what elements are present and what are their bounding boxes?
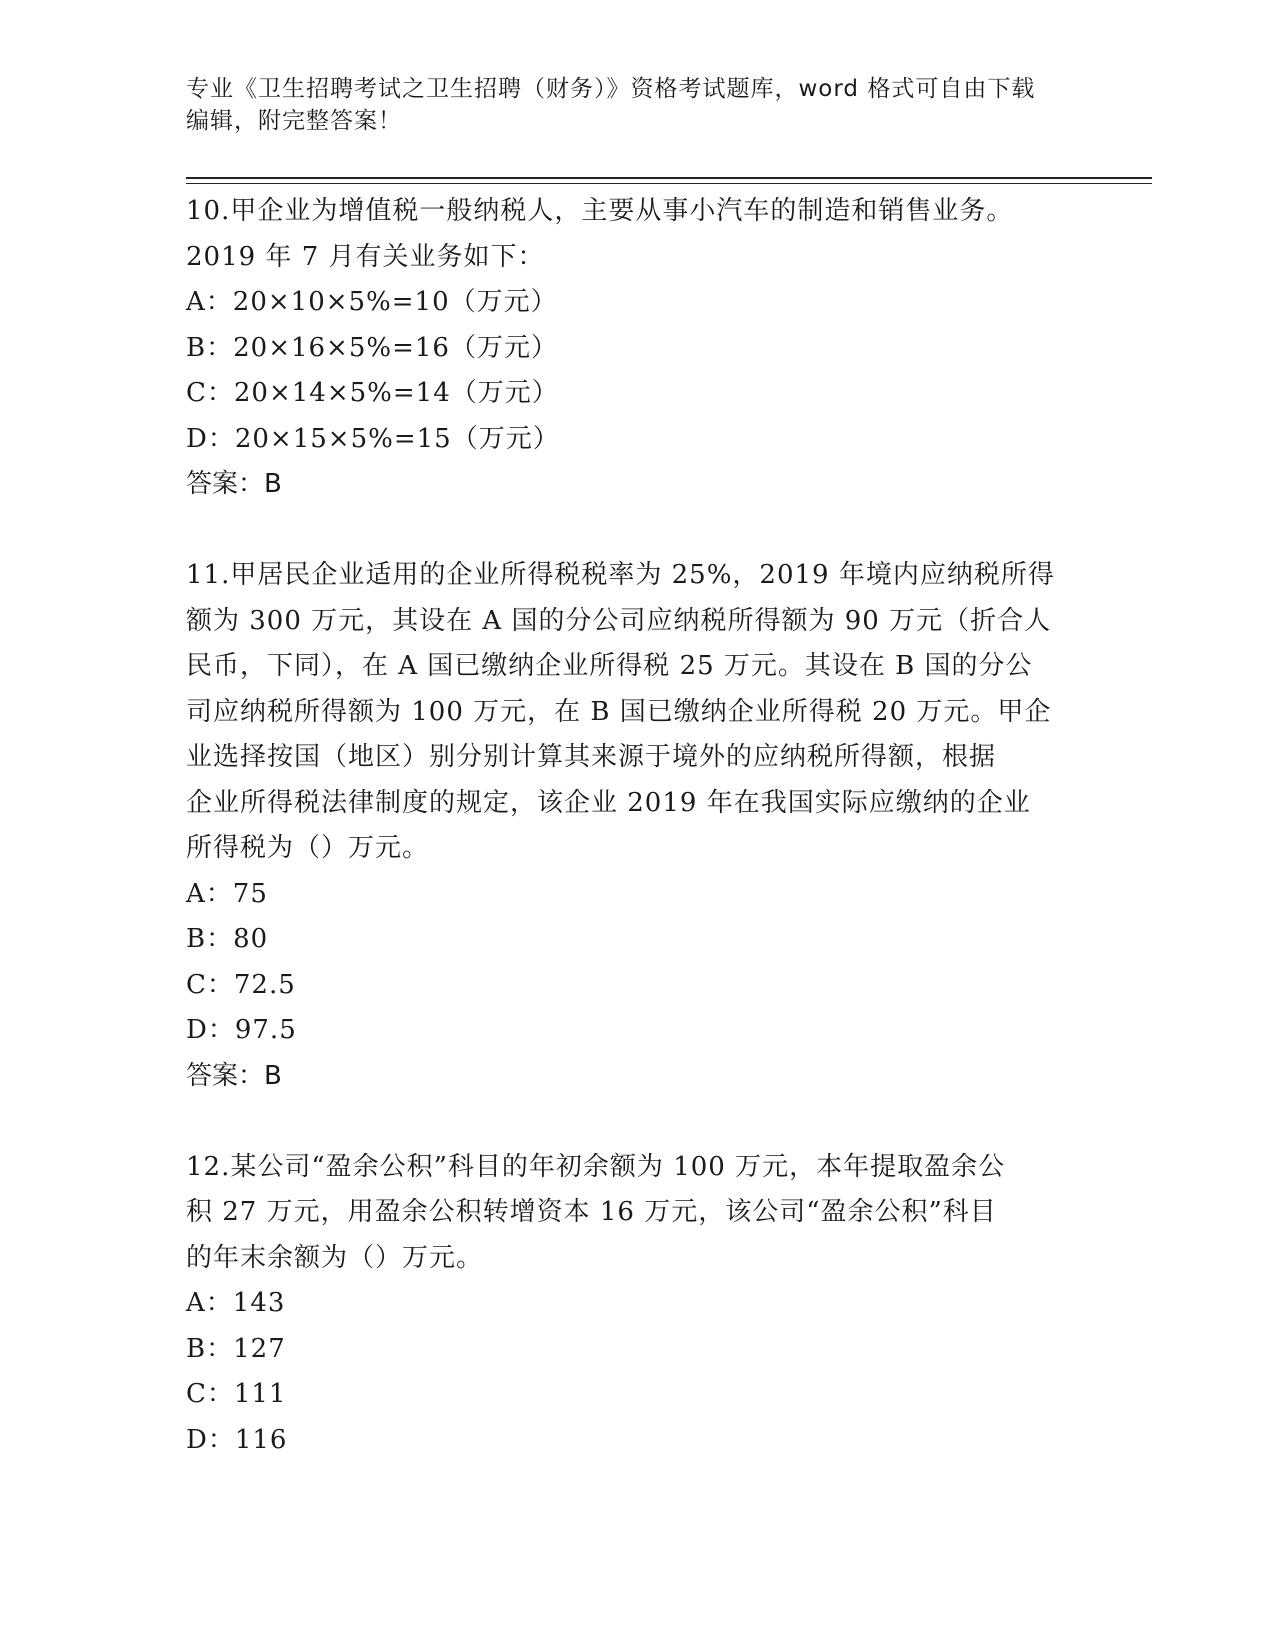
option-b: B：20×16×5%=16（万元） [186, 332, 558, 363]
question-10 [186, 189, 1076, 508]
option-b: B：127 [186, 1333, 286, 1364]
question-stem-line: 2019 年 7 月有关业务如下： [186, 241, 545, 272]
question-list [186, 189, 1076, 1463]
question-stem-line: 的年末余额为（）万元。 [186, 1242, 484, 1273]
option-d: D：97.5 [186, 1015, 297, 1045]
spacer [186, 1099, 1076, 1145]
spacer [186, 508, 1076, 554]
question-stem-line: 11.甲居民企业适用的企业所得税税率为 25%，2019 年境内应纳税所得 [186, 560, 1055, 590]
option-c: C：111 [186, 1379, 287, 1409]
option-a: A：143 [186, 1288, 286, 1318]
option-c: C：20×14×5%=14（万元） [186, 378, 559, 408]
option-b: B：80 [186, 924, 269, 954]
option-a: A：75 [186, 878, 268, 909]
answer-line: 答案：B [186, 1060, 282, 1091]
question-stem-line: 所得税为（）万元。 [186, 833, 430, 863]
header-line-1: 专业《卫生招聘考试之卫生招聘（财务）》资格考试题库，word 格式可自由下载 [186, 76, 1036, 102]
question-stem-line: 额为 300 万元，其设在 A 国的分公司应纳税所得额为 90 万元（折合人 [186, 605, 1052, 636]
question-stem-line: 业选择按国（地区）别分别计算其来源于境外的应纳税所得额，根据 [186, 742, 997, 772]
header-rule-thin [186, 183, 1152, 184]
option-d: D：20×15×5%=15（万元） [186, 423, 560, 454]
question-stem-line: 10.甲企业为增值税一般纳税人，主要从事小汽车的制造和销售业务。 [186, 196, 1014, 226]
question-stem-line: 企业所得税法律制度的规定，该企业 2019 年在我国实际应缴纳的企业 [186, 787, 1031, 818]
question-12 [186, 1145, 1076, 1464]
header-line-2: 编辑，附完整答案！ [186, 108, 402, 134]
option-a: A：20×10×5%=10（万元） [186, 287, 558, 317]
option-c: C：72.5 [186, 969, 296, 1000]
option-d: D：116 [186, 1424, 288, 1455]
question-stem-line: 民币，下同），在 A 国已缴纳企业所得税 25 万元。其设在 B 国的分公 [186, 651, 1033, 681]
question-stem-line: 12.某公司“盈余公积”科目的年初余额为 100 万元，本年提取盈余公 [186, 1151, 1006, 1182]
document-header [186, 73, 1066, 137]
question-stem-line: 积 27 万元，用盈余公积转增资本 16 万元，该公司“盈余公积”科目 [186, 1197, 997, 1227]
question-stem-line: 司应纳税所得额为 100 万元，在 B 国已缴纳企业所得税 20 万元。甲企 [186, 696, 1052, 727]
header-rule-thick [186, 177, 1152, 179]
answer-line: 答案：B [186, 469, 282, 499]
question-11 [186, 553, 1076, 1099]
